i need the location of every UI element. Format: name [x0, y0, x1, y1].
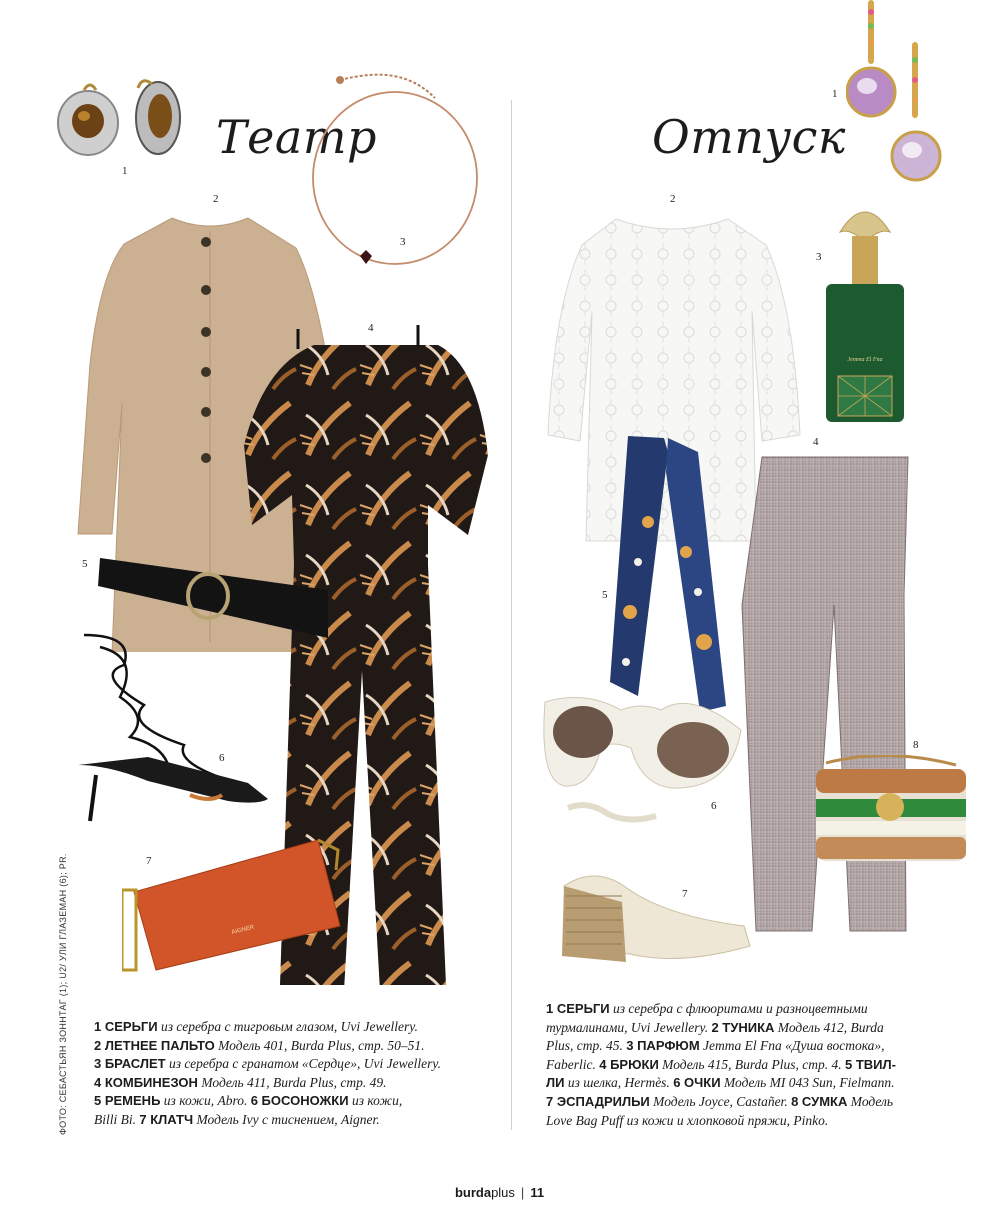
- fluorite-earrings: [846, 0, 951, 190]
- number-right-4: 4: [813, 436, 819, 448]
- caption-item-heading: 3 ПАРФЮМ: [626, 1038, 700, 1054]
- left-line: [94, 1018, 504, 1037]
- number-right-2: 2: [670, 193, 676, 205]
- footer-separator: |: [520, 1185, 525, 1200]
- caption-item-text: Jemma El Fna «Душа востока»,: [699, 1038, 885, 1054]
- caption-item-heading: 2 ТУНИКА: [711, 1019, 775, 1035]
- caption-item-heading: 8 СУМКА: [791, 1093, 848, 1109]
- number-left-5: 5: [82, 558, 88, 570]
- caption-item-text: Модель Ivy с тиснением, Aigner.: [193, 1111, 380, 1127]
- caption-item-heading: ЛИ: [546, 1075, 565, 1091]
- left-line: [94, 1111, 504, 1130]
- photo-credit: ФОТО: СЕБАСТЬЯН ЗОННТАГ (1); U2/ УЛИ ГЛАЗЕМАН (6); PR.: [58, 853, 68, 1135]
- tiger-eye-earrings: [50, 78, 190, 168]
- number-left-7: 7: [146, 855, 152, 867]
- caption-item-text: из кожи,: [348, 1093, 403, 1109]
- number-right-3: 3: [816, 251, 822, 263]
- caption-item-heading: 7 КЛАТЧ: [139, 1111, 194, 1127]
- caption-item-heading: 6 ОЧКИ: [673, 1075, 721, 1091]
- caption-item-text: Модель 411, Burda Plus, стр. 49.: [197, 1074, 387, 1090]
- caption-item-text: Модель: [847, 1093, 894, 1109]
- caption-item-text: Faberlic.: [546, 1056, 600, 1072]
- page-footer: [0, 1185, 999, 1200]
- footer-brand-plus: plus: [491, 1185, 515, 1200]
- number-right-6: 6: [711, 800, 717, 812]
- caption-item-text: Love Bag Puff из кожи и хлопковой пряжи, Pinko.: [546, 1112, 829, 1128]
- number-left-6: 6: [219, 752, 225, 764]
- caption-item-heading: 1 СЕРЬГИ: [94, 1019, 158, 1034]
- white-sunglasses: [543, 688, 743, 793]
- right-line: [546, 1112, 966, 1131]
- perfume-bottle: [820, 196, 910, 426]
- caption-item-heading: 3 БРАСЛЕТ: [94, 1056, 166, 1072]
- espadrilles: [560, 798, 755, 966]
- caption-item-text: Plus, стр. 45.: [546, 1038, 627, 1054]
- title-theatre: Театр: [216, 110, 377, 164]
- number-right-5: 5: [602, 589, 608, 601]
- number-left-2: 2: [213, 193, 219, 205]
- left-line: [94, 1037, 504, 1056]
- number-left-1: 1: [122, 165, 128, 177]
- perfume-label-text: Jemma El Fna: [847, 357, 883, 363]
- crochet-bag: [812, 755, 970, 865]
- caption-item-heading: 2 ЛЕТНЕЕ ПАЛЬТО: [94, 1037, 215, 1053]
- number-right-1: 1: [832, 88, 838, 100]
- right-line: [546, 1093, 966, 1112]
- caption-item-text: Модель 401, Burda Plus, стр. 50–51.: [214, 1037, 425, 1053]
- lace-up-sandals: [70, 625, 275, 825]
- caption-vacation: [546, 1000, 966, 1130]
- caption-item-text: Модель 415, Burda Plus, стр. 4.: [658, 1056, 845, 1072]
- footer-brand: burda: [454, 1185, 492, 1200]
- right-line: [546, 1000, 966, 1019]
- right-line: [546, 1019, 966, 1038]
- caption-item-heading: 6 БОСОНОЖКИ: [250, 1093, 349, 1109]
- caption-item-heading: 5 РЕМЕНЬ: [94, 1093, 161, 1109]
- caption-item-heading: 4 КОМБИНЕЗОН: [94, 1074, 198, 1090]
- caption-item-text: из серебра с флюоритами и разноцветными: [609, 1001, 868, 1016]
- title-vacation: Отпуск: [652, 110, 846, 164]
- caption-item-text: Модель Joyce, Castañer.: [649, 1093, 792, 1109]
- column-divider: [511, 100, 512, 1130]
- number-left-3: 3: [400, 236, 406, 248]
- left-line: [94, 1055, 504, 1074]
- silk-twilly: [608, 432, 728, 712]
- caption-item-heading: 5 ТВИЛ-: [844, 1056, 896, 1072]
- right-line: [546, 1056, 966, 1075]
- number-right-8: 8: [913, 739, 919, 751]
- caption-item-text: из шелка, Hermès.: [564, 1075, 674, 1091]
- caption-item-text: из серебра с гранатом «Сердце», Uvi Jewellery.: [165, 1056, 441, 1072]
- number-right-7: 7: [682, 888, 688, 900]
- caption-item-text: турмалинами, Uvi Jewellery.: [546, 1019, 712, 1035]
- clutch-brand-text: AIGNER: [231, 924, 255, 936]
- caption-item-text: из кожи, Abro.: [160, 1093, 251, 1109]
- left-line: [94, 1092, 504, 1111]
- left-line: [94, 1074, 504, 1093]
- right-line: [546, 1037, 966, 1056]
- caption-item-text: Модель MI 043 Sun, Fielmann.: [720, 1075, 895, 1091]
- caption-item-heading: 4 БРЮКИ: [599, 1056, 659, 1072]
- caption-item-heading: 1 СЕРЬГИ: [546, 1001, 610, 1016]
- caption-item-heading: 7 ЭСПАДРИЛЬИ: [546, 1093, 650, 1109]
- page-number: 11: [530, 1185, 545, 1200]
- number-left-4: 4: [368, 322, 374, 334]
- caption-item-text: Billi Bi.: [94, 1111, 140, 1127]
- caption-item-text: из серебра с тигровым глазом, Uvi Jewellery.: [157, 1019, 418, 1034]
- caption-theatre: [94, 1018, 504, 1130]
- right-line: [546, 1074, 966, 1093]
- red-clutch: [122, 830, 347, 975]
- caption-item-text: Модель 412, Burda: [774, 1019, 884, 1035]
